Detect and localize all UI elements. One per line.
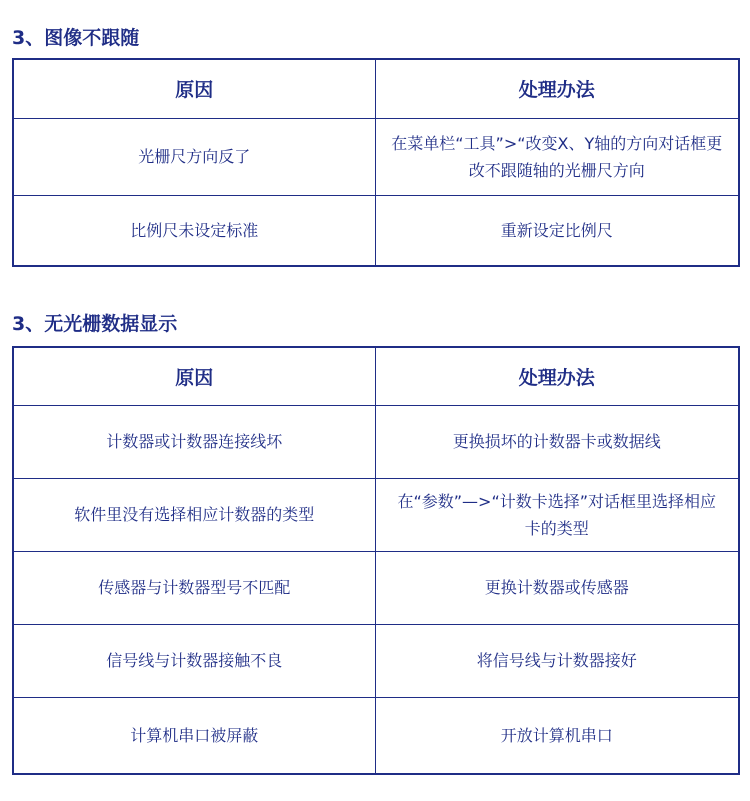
section-title-image-not-following: 3、图像不跟随 [12, 27, 140, 49]
header-solution: 处理办法 [375, 347, 739, 405]
cause-cell: 计数器或计数器连接线坏 [13, 405, 375, 478]
solution-cell: 更换计数器或传感器 [375, 551, 739, 624]
table-row [13, 195, 739, 266]
table-row [13, 478, 739, 551]
header-solution: 处理办法 [375, 59, 739, 118]
table-row [13, 118, 739, 195]
solution-cell: 将信号线与计数器接好 [375, 624, 739, 697]
cause-cell: 软件里没有选择相应计数器的类型 [13, 478, 375, 551]
table-row [13, 697, 739, 774]
section-title-no-grating-data: 3、无光栅数据显示 [12, 313, 178, 335]
table-row [13, 624, 739, 697]
table-header-row [13, 347, 739, 405]
troubleshooting-table-no-grating-data [12, 346, 740, 775]
cause-cell: 比例尺未设定标准 [13, 195, 375, 266]
solution-cell: 在菜单栏“工具”>“改变X、Y轴的方向对话框更改不跟随轴的光栅尺方向 [375, 118, 739, 195]
solution-cell: 开放计算机串口 [375, 697, 739, 774]
cause-cell: 计算机串口被屏蔽 [13, 697, 375, 774]
table-header-row [13, 59, 739, 118]
troubleshooting-table-image-not-following [12, 58, 740, 267]
solution-cell: 在“参数”—>“计数卡选择”对话框里选择相应卡的类型 [375, 478, 739, 551]
solution-cell: 更换损坏的计数器卡或数据线 [375, 405, 739, 478]
table-row [13, 551, 739, 624]
cause-cell: 信号线与计数器接触不良 [13, 624, 375, 697]
cause-cell: 传感器与计数器型号不匹配 [13, 551, 375, 624]
cause-cell: 光栅尺方向反了 [13, 118, 375, 195]
solution-cell: 重新设定比例尺 [375, 195, 739, 266]
table-row [13, 405, 739, 478]
header-cause: 原因 [13, 59, 375, 118]
header-cause: 原因 [13, 347, 375, 405]
